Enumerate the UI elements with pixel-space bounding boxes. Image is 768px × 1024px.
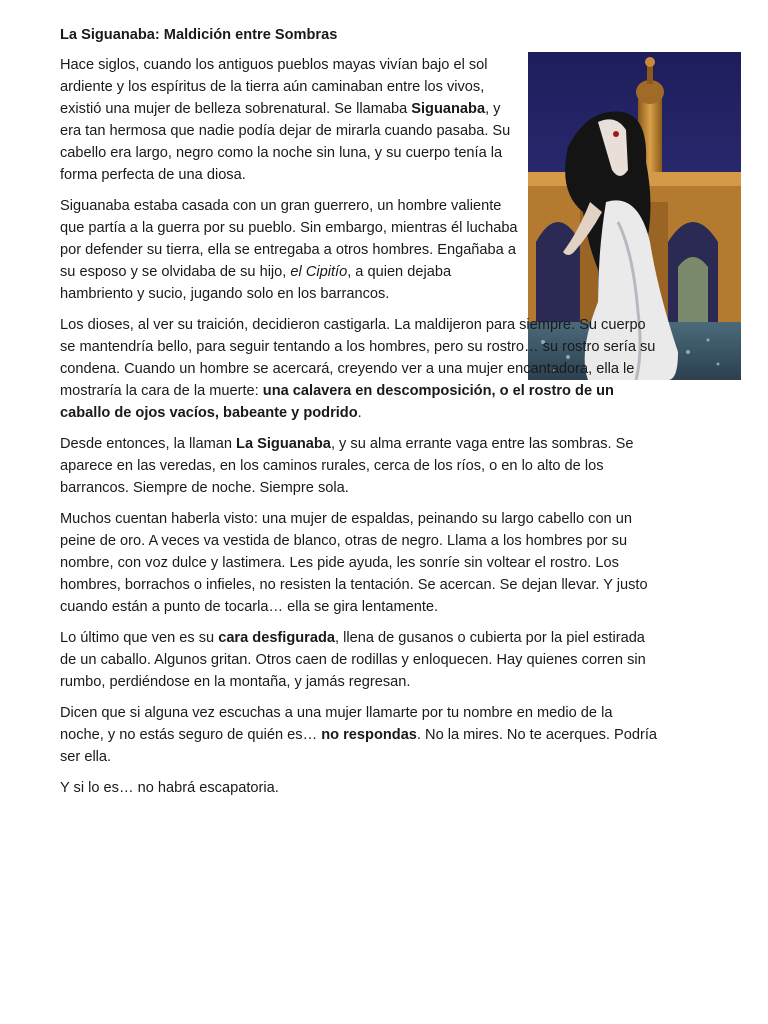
paragraph-4: Desde entonces, la llaman La Siguanaba, y su alma errante vaga entre las sombras. Se aparece en las veredas, en los caminos rurales, cerca de los ríos, o en lo alto de los barrancos. Siempre de noche. Siempre sola. — [60, 436, 634, 496]
paragraph-5: Muchos cuentan haberla visto: una mujer de espaldas, peinando su largo cabello con un peine de oro. A veces va vestida de blanco, otras de negro. Llama a los hombres por su nombre, con voz dulce y lastimera. Les pide ayuda, les sonríe sin voltear el rostro. Los hombres, borrachos o infieles, no resisten la tentación. Se acercan. Se dejan llevar. Y justo cuando están a punto de tocarla… ella se gira lentamente. — [60, 511, 648, 615]
paragraph-1: Hace siglos, cuando los antiguos pueblos mayas vivían bajo el sol ardiente y los espíritus de la tierra aún caminaban entre los vivos, existió una mujer de belleza sobrenatural. Se llamaba Siguanaba, y era tan hermosa que nadie podía dejar de mirarla cuando pasaba. Su cabello era largo, negro como la noche sin luna, y su cuerpo tenía la forma perfecta de una diosa. — [60, 57, 511, 183]
paragraph-7: Dicen que si alguna vez escuchas a una mujer llamarte por tu nombre en medio de la noche, y no estás seguro de quién es… no respondas. No la mires. No te acerques. Podría ser ella. — [60, 705, 658, 765]
paragraph-6: Lo último que ven es su cara desfigurada, llena de gusanos o cubierta por la piel estirada de un caballo. Algunos gritan. Otros caen de rodillas y enloquecen. Hay quienes corren sin rumbo, perdiéndose en la montaña, y jamás regresan. — [60, 630, 646, 690]
story-text — [60, 24, 660, 808]
story-title: La Siguanaba: Maldición entre Sombras — [60, 27, 338, 43]
paragraph-8: Y si lo es… no habrá escapatoria. — [60, 780, 279, 796]
paragraph-2: Siguanaba estaba casada con un gran guerrero, un hombre valiente que partía a la guerra por su pueblo. Sin embargo, mientras él luchaba por defender su tierra, ella se entregaba a otros hombres. Engañaba a su esposo y se olvidaba de su hijo, el Cipitío, a quien dejaba hambriento y sucio, jugando solo en los barrancos. — [60, 198, 518, 302]
paragraph-3: Los dioses, al ver su traición, decidieron castigarla. La maldijeron para siempre. Su cuerpo se mantendría bello, para seguir tentando a los hombres, pero su rostro… su rostro sería su condena. Cuando un hombre se acercará, creyendo ver a una mujer encantadora, ella le mostraría la cara de la muerte: una calavera en descomposición, o el rostro de un caballo de ojos vacíos, babeante y podrido. — [60, 317, 656, 421]
